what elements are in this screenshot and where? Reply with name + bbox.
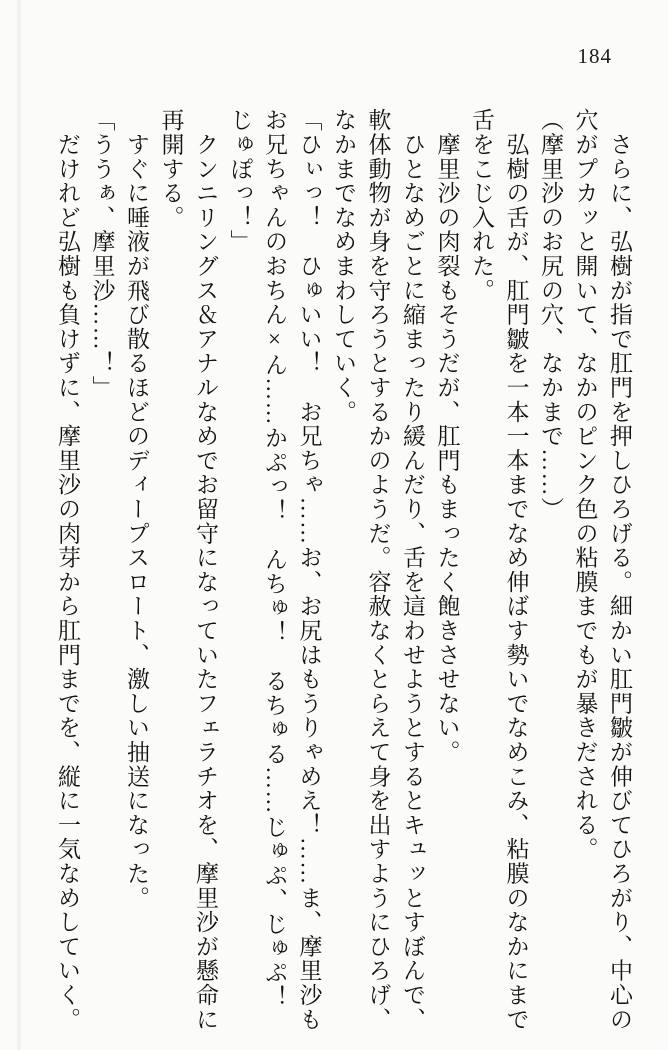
text-line: じゅぽっ！」 bbox=[227, 108, 253, 254]
page-number: 184 bbox=[577, 44, 612, 68]
text-line: だけれど弘樹も負けずに、摩里沙の肉芽から肛門までを、縦に一気なめしていく。 bbox=[55, 108, 80, 1032]
text-line: 舌をこじ入れた。 bbox=[469, 108, 494, 303]
text-line: お兄ちゃんのおちん×ん……かぷっ！ んちゅ！ るちゅる……じゅぷ、じゅぷ！ bbox=[262, 108, 287, 1010]
text-line: 摩里沙の肉裂もそうだが、肛門もまったく飽きさせない。 bbox=[434, 108, 460, 765]
scan-artifact bbox=[16, 0, 22, 1050]
text-line: （摩里沙のお尻の穴、なかまで……） bbox=[538, 108, 563, 522]
text-line: ひとなめごとに縮まったり緩んだり、舌を這わせようとするとキュッとすぼんで、 bbox=[400, 108, 425, 1032]
text-line: 「ううぁ、摩里沙……！」 bbox=[89, 108, 115, 400]
text-line: さらに、弘樹が指で肛門を押しひろげる。細かい肛門皺が伸びてひろがり、中心の bbox=[607, 108, 632, 1032]
body-text bbox=[50, 108, 637, 1040]
text-line: 再開する。 bbox=[158, 108, 184, 230]
text-line: 弘樹の舌が、肛門皺を一本一本までなめ伸ばす勢いでなめこみ、粘膜のなかにまで bbox=[503, 108, 529, 1032]
text-line: 「ひぃっ！ ひゅいい！ お兄ちゃ……お、お尻はもうりゃめえ！……ま、摩里沙も bbox=[296, 108, 322, 1032]
text-line: 穴がプカッと開いて、なかのピンク色の粘膜までもが暴きだされる。 bbox=[572, 108, 598, 862]
text-line: すぐに唾液が飛び散るほどのディープスロート、激しい抽送になった。 bbox=[124, 108, 149, 910]
text-line: なかまでなめまわしていく。 bbox=[331, 108, 356, 424]
text-line: クンニリングス＆アナルなめでお留守になっていたフェラチオを、摩里沙が懸命に bbox=[193, 108, 218, 1032]
text-line: 軟体動物が身を守ろうとするかのようだ。容赦なくとらえて身を出すようにひろげ、 bbox=[365, 108, 391, 1032]
